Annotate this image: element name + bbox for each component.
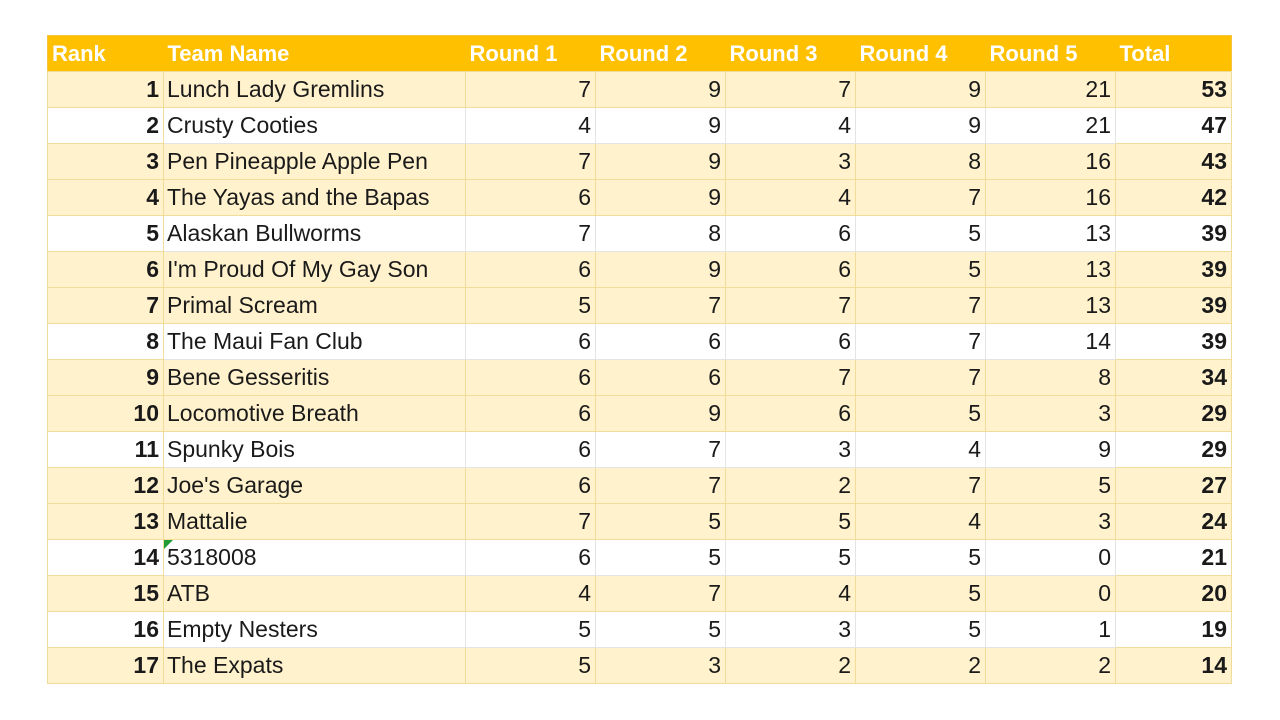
rank-cell[interactable]: 4: [48, 180, 164, 216]
header-team-name[interactable]: Team Name: [164, 36, 466, 72]
round-5-cell[interactable]: 13: [986, 288, 1116, 324]
round-1-cell[interactable]: 6: [466, 432, 596, 468]
table-row: [48, 612, 1232, 648]
table-row: [48, 108, 1232, 144]
round-4-cell[interactable]: 7: [856, 468, 986, 504]
header-round-5[interactable]: Round 5: [986, 36, 1116, 72]
rank-cell[interactable]: 8: [48, 324, 164, 360]
round-2-cell[interactable]: 7: [596, 432, 726, 468]
round-5-cell[interactable]: 13: [986, 252, 1116, 288]
round-1-cell[interactable]: 7: [466, 504, 596, 540]
round-4-cell[interactable]: 9: [856, 72, 986, 108]
team-name-cell[interactable]: Empty Nesters: [164, 612, 466, 648]
round-4-cell[interactable]: 4: [856, 504, 986, 540]
round-5-cell[interactable]: 16: [986, 180, 1116, 216]
round-2-cell[interactable]: 9: [596, 396, 726, 432]
rank-cell[interactable]: 13: [48, 504, 164, 540]
round-2-cell[interactable]: 9: [596, 252, 726, 288]
round-3-cell[interactable]: 7: [726, 72, 856, 108]
round-2-cell[interactable]: 9: [596, 144, 726, 180]
round-4-cell[interactable]: 2: [856, 648, 986, 684]
table-row: [48, 216, 1232, 252]
team-name-cell[interactable]: Spunky Bois: [164, 432, 466, 468]
team-name-cell[interactable]: I'm Proud Of My Gay Son: [164, 252, 466, 288]
round-1-cell[interactable]: 6: [466, 180, 596, 216]
team-name-text: 5318008: [167, 544, 257, 570]
table-row: [48, 396, 1232, 432]
round-1-cell[interactable]: 5: [466, 648, 596, 684]
round-2-cell[interactable]: 6: [596, 324, 726, 360]
team-name-cell[interactable]: Locomotive Breath: [164, 396, 466, 432]
round-4-cell[interactable]: 9: [856, 108, 986, 144]
table-row: [48, 468, 1232, 504]
round-3-cell[interactable]: 4: [726, 180, 856, 216]
round-5-cell[interactable]: 3: [986, 396, 1116, 432]
team-name-cell[interactable]: The Yayas and the Bapas: [164, 180, 466, 216]
total-cell[interactable]: 27: [1116, 468, 1232, 504]
team-name-cell[interactable]: Joe's Garage: [164, 468, 466, 504]
round-4-cell[interactable]: 5: [856, 540, 986, 576]
team-name-cell[interactable]: Pen Pineapple Apple Pen: [164, 144, 466, 180]
round-4-cell[interactable]: 5: [856, 612, 986, 648]
round-5-cell[interactable]: 9: [986, 432, 1116, 468]
round-1-cell[interactable]: 6: [466, 360, 596, 396]
round-1-cell[interactable]: 4: [466, 108, 596, 144]
round-2-cell[interactable]: 5: [596, 540, 726, 576]
round-3-cell[interactable]: 6: [726, 216, 856, 252]
round-3-cell[interactable]: 3: [726, 612, 856, 648]
rank-cell[interactable]: 15: [48, 576, 164, 612]
round-4-cell[interactable]: 5: [856, 216, 986, 252]
table-row: [48, 360, 1232, 396]
total-cell[interactable]: 14: [1116, 648, 1232, 684]
header-rank[interactable]: Rank: [48, 36, 164, 72]
round-1-cell[interactable]: 7: [466, 144, 596, 180]
team-name-cell[interactable]: Alaskan Bullworms: [164, 216, 466, 252]
team-name-cell[interactable]: [164, 540, 466, 576]
team-name-cell[interactable]: The Expats: [164, 648, 466, 684]
table-row: [48, 576, 1232, 612]
table-row: [48, 432, 1232, 468]
round-2-cell[interactable]: 8: [596, 216, 726, 252]
team-name-cell[interactable]: Primal Scream: [164, 288, 466, 324]
round-5-cell[interactable]: 5: [986, 468, 1116, 504]
round-1-cell[interactable]: 6: [466, 324, 596, 360]
total-cell[interactable]: 21: [1116, 540, 1232, 576]
total-cell[interactable]: 47: [1116, 108, 1232, 144]
table-row: [48, 324, 1232, 360]
rank-cell[interactable]: 16: [48, 612, 164, 648]
rank-cell[interactable]: 5: [48, 216, 164, 252]
scoreboard-table: [47, 35, 1232, 684]
round-5-cell[interactable]: 16: [986, 144, 1116, 180]
rank-cell[interactable]: 10: [48, 396, 164, 432]
round-1-cell[interactable]: 6: [466, 252, 596, 288]
round-2-cell[interactable]: 9: [596, 108, 726, 144]
table-row: [48, 288, 1232, 324]
rank-cell[interactable]: 11: [48, 432, 164, 468]
total-cell[interactable]: 39: [1116, 252, 1232, 288]
round-3-cell[interactable]: 6: [726, 396, 856, 432]
round-4-cell[interactable]: 7: [856, 360, 986, 396]
round-2-cell[interactable]: 7: [596, 576, 726, 612]
table-row: [48, 648, 1232, 684]
round-5-cell[interactable]: 1: [986, 612, 1116, 648]
round-1-cell[interactable]: 7: [466, 216, 596, 252]
total-cell[interactable]: 29: [1116, 432, 1232, 468]
table-row: [48, 252, 1232, 288]
round-1-cell[interactable]: 4: [466, 576, 596, 612]
total-cell[interactable]: 24: [1116, 504, 1232, 540]
table-row: [48, 144, 1232, 180]
round-3-cell[interactable]: 5: [726, 504, 856, 540]
round-3-cell[interactable]: 3: [726, 144, 856, 180]
total-cell[interactable]: 20: [1116, 576, 1232, 612]
round-3-cell[interactable]: 6: [726, 252, 856, 288]
round-5-cell[interactable]: 0: [986, 576, 1116, 612]
table-row: [48, 180, 1232, 216]
total-cell[interactable]: 53: [1116, 72, 1232, 108]
round-4-cell[interactable]: 7: [856, 324, 986, 360]
round-5-cell[interactable]: 21: [986, 108, 1116, 144]
round-1-cell[interactable]: 6: [466, 468, 596, 504]
round-3-cell[interactable]: 4: [726, 576, 856, 612]
total-cell[interactable]: 19: [1116, 612, 1232, 648]
round-3-cell[interactable]: 2: [726, 648, 856, 684]
rank-cell[interactable]: 2: [48, 108, 164, 144]
round-4-cell[interactable]: 7: [856, 180, 986, 216]
team-name-cell[interactable]: Mattalie: [164, 504, 466, 540]
round-2-cell[interactable]: 3: [596, 648, 726, 684]
total-cell[interactable]: 39: [1116, 324, 1232, 360]
round-2-cell[interactable]: 9: [596, 72, 726, 108]
rank-cell[interactable]: 12: [48, 468, 164, 504]
total-cell[interactable]: 43: [1116, 144, 1232, 180]
round-2-cell[interactable]: 5: [596, 612, 726, 648]
round-5-cell[interactable]: 8: [986, 360, 1116, 396]
team-name-cell[interactable]: Crusty Cooties: [164, 108, 466, 144]
table-row: [48, 540, 1232, 576]
round-5-cell[interactable]: 2: [986, 648, 1116, 684]
round-4-cell[interactable]: 8: [856, 144, 986, 180]
header-round-4[interactable]: Round 4: [856, 36, 986, 72]
rank-cell[interactable]: 9: [48, 360, 164, 396]
team-name-cell[interactable]: Lunch Lady Gremlins: [164, 72, 466, 108]
header-round-1[interactable]: Round 1: [466, 36, 596, 72]
round-1-cell[interactable]: 5: [466, 612, 596, 648]
table-row: [48, 72, 1232, 108]
rank-cell[interactable]: 14: [48, 540, 164, 576]
round-2-cell[interactable]: 9: [596, 180, 726, 216]
header-round-2[interactable]: Round 2: [596, 36, 726, 72]
header-row: [48, 36, 1232, 72]
team-name-cell[interactable]: The Maui Fan Club: [164, 324, 466, 360]
total-cell[interactable]: 42: [1116, 180, 1232, 216]
round-4-cell[interactable]: 5: [856, 396, 986, 432]
round-5-cell[interactable]: 3: [986, 504, 1116, 540]
rank-cell[interactable]: 6: [48, 252, 164, 288]
total-cell[interactable]: 34: [1116, 360, 1232, 396]
round-2-cell[interactable]: 5: [596, 504, 726, 540]
round-5-cell[interactable]: 13: [986, 216, 1116, 252]
round-5-cell[interactable]: 21: [986, 72, 1116, 108]
header-total[interactable]: Total: [1116, 36, 1232, 72]
round-1-cell[interactable]: 7: [466, 72, 596, 108]
round-3-cell[interactable]: 5: [726, 540, 856, 576]
header-round-3[interactable]: Round 3: [726, 36, 856, 72]
round-1-cell[interactable]: 6: [466, 540, 596, 576]
round-2-cell[interactable]: 6: [596, 360, 726, 396]
round-1-cell[interactable]: 6: [466, 396, 596, 432]
error-indicator-icon: [164, 540, 173, 549]
round-3-cell[interactable]: 4: [726, 108, 856, 144]
round-4-cell[interactable]: 4: [856, 432, 986, 468]
rank-cell[interactable]: 7: [48, 288, 164, 324]
rank-cell[interactable]: 1: [48, 72, 164, 108]
round-4-cell[interactable]: 5: [856, 576, 986, 612]
team-name-cell[interactable]: ATB: [164, 576, 466, 612]
round-3-cell[interactable]: 3: [726, 432, 856, 468]
team-name-cell[interactable]: Bene Gesseritis: [164, 360, 466, 396]
total-cell[interactable]: 39: [1116, 216, 1232, 252]
total-cell[interactable]: 39: [1116, 288, 1232, 324]
round-2-cell[interactable]: 7: [596, 468, 726, 504]
round-4-cell[interactable]: 7: [856, 288, 986, 324]
rank-cell[interactable]: 3: [48, 144, 164, 180]
round-3-cell[interactable]: 6: [726, 324, 856, 360]
round-2-cell[interactable]: 7: [596, 288, 726, 324]
round-1-cell[interactable]: 5: [466, 288, 596, 324]
table-row: [48, 504, 1232, 540]
round-3-cell[interactable]: 7: [726, 360, 856, 396]
round-3-cell[interactable]: 2: [726, 468, 856, 504]
round-5-cell[interactable]: 0: [986, 540, 1116, 576]
round-5-cell[interactable]: 14: [986, 324, 1116, 360]
round-3-cell[interactable]: 7: [726, 288, 856, 324]
rank-cell[interactable]: 17: [48, 648, 164, 684]
round-4-cell[interactable]: 5: [856, 252, 986, 288]
total-cell[interactable]: 29: [1116, 396, 1232, 432]
